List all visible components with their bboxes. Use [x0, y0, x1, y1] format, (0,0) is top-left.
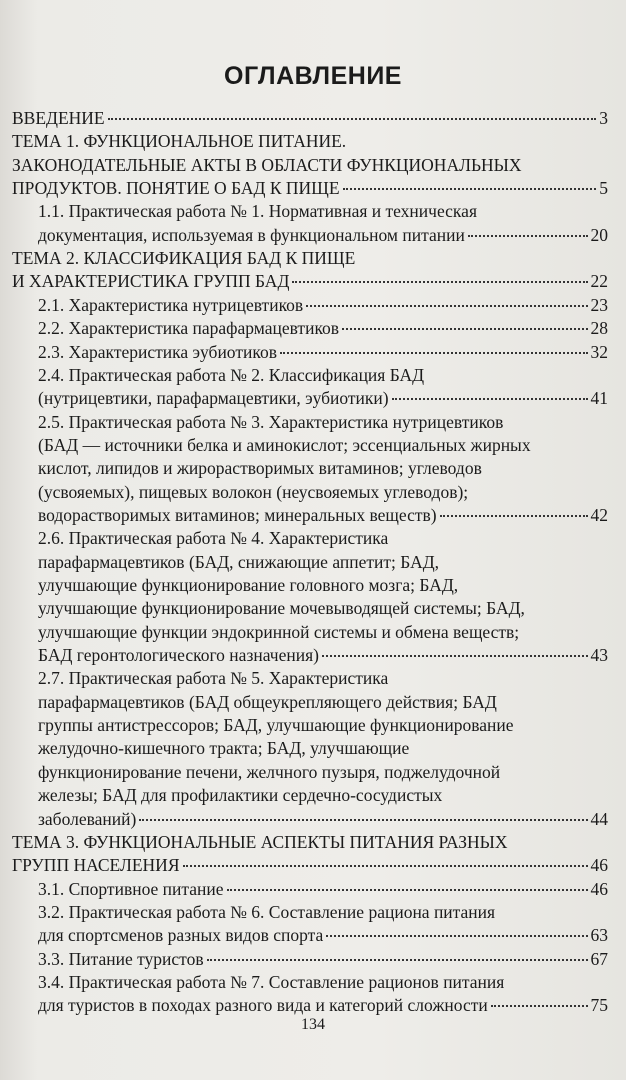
toc-leader-dots — [139, 819, 587, 821]
toc-page-number: 75 — [590, 995, 608, 1016]
toc-entry-text: 3.3. Питание туристов — [38, 948, 204, 969]
toc-entry-line — [38, 364, 608, 386]
toc-entry-text: ТЕМА 3. ФУНКЦИОНАЛЬНЫЕ АСПЕКТЫ ПИТАНИЯ РАЗНЫХ — [12, 831, 508, 852]
toc-page-number: 20 — [590, 224, 608, 245]
toc-entry-line — [12, 154, 608, 176]
toc-leader-dots — [227, 889, 588, 891]
toc-entry-text: кислот, липидов и жирорастворимых витаминов; углеводов — [38, 458, 482, 479]
toc-entry — [12, 107, 608, 129]
toc-entry-text: для спортсменов разных видов спорта — [38, 925, 324, 946]
toc-entry-line — [12, 831, 608, 853]
toc-entry-text: заболеваний) — [38, 808, 137, 829]
toc-page-number: 42 — [590, 504, 608, 525]
toc-entry-text: 2.4. Практическая работа № 2. Классификация БАД — [38, 364, 425, 385]
toc-entry-line — [38, 434, 608, 456]
toc-leader-dots — [342, 328, 587, 330]
toc-entry-line — [38, 761, 608, 783]
toc-leader-dots — [108, 118, 597, 120]
toc-entry — [38, 224, 608, 246]
toc-page-number: 5 — [599, 178, 608, 199]
toc-page-number: 46 — [590, 878, 608, 899]
toc-page-number: 23 — [590, 294, 608, 315]
toc-entry-line — [38, 621, 608, 643]
toc-entry-text: улучшающие функционирование мочевыводящей системы; БАД, — [38, 598, 525, 619]
toc-entry-text: 2.2. Характеристика парафармацевтиков — [38, 318, 340, 339]
toc-page-number: 63 — [590, 925, 608, 946]
toc-entry — [38, 317, 608, 339]
toc-entry-line — [38, 714, 608, 736]
toc-page-number: 22 — [590, 271, 608, 292]
toc-entry-text: ТЕМА 2. КЛАССИФИКАЦИЯ БАД К ПИЩЕ — [12, 248, 356, 269]
toc-leader-dots — [280, 352, 588, 354]
toc-leader-dots — [292, 281, 587, 283]
toc-entry-text: (БАД — источники белка и аминокислот; эссенциальных жирных — [38, 434, 531, 455]
toc-entry — [38, 294, 608, 316]
toc-entry-line — [38, 667, 608, 689]
toc-entry-text: ПРОДУКТОВ. ПОНЯТИЕ О БАД К ПИЩЕ — [12, 178, 340, 199]
toc-page-number: 67 — [590, 948, 608, 969]
toc-entry-line — [38, 737, 608, 759]
toc-entry-text: ГРУПП НАСЕЛЕНИЯ — [12, 855, 180, 876]
toc-entry-line — [38, 971, 608, 993]
toc-entry — [38, 994, 608, 1016]
toc-entry — [38, 341, 608, 363]
toc-entry — [38, 387, 608, 409]
toc-entry — [38, 644, 608, 666]
toc-leader-dots — [306, 305, 587, 307]
toc-page-number: 46 — [590, 855, 608, 876]
page-title: ОГЛАВЛЕНИЕ — [224, 62, 402, 90]
toc-leader-dots — [440, 515, 588, 517]
toc-entry-text: документация, используемая в функциональном питании — [38, 224, 465, 245]
toc-entry — [38, 948, 608, 970]
toc-entry-text: парафармацевтиков (БАД общеукрепляющего действия; БАД — [38, 691, 497, 712]
toc-entry-text: 1.1. Практическая работа № 1. Нормативная и техническая — [38, 201, 477, 222]
toc-entry-text: парафармацевтиков (БАД, снижающие аппетит; БАД, — [38, 551, 440, 572]
toc-entry-line — [38, 457, 608, 479]
toc-leader-dots — [343, 188, 597, 190]
toc-entry-text: водорастворимых витаминов; минеральных веществ) — [38, 504, 437, 525]
toc-entry — [38, 924, 608, 946]
toc-entry-text: 2.5. Практическая работа № 3. Характеристика нутрицевтиков — [38, 411, 504, 432]
toc-entry — [38, 808, 608, 830]
toc-entry-text: (нутрицевтики, парафармацевтики, эубиотики) — [38, 388, 389, 409]
toc-leader-dots — [392, 398, 588, 400]
toc-entry-line — [38, 691, 608, 713]
toc-entry-text: ТЕМА 1. ФУНКЦИОНАЛЬНОЕ ПИТАНИЕ. — [12, 131, 347, 152]
toc-entry-text: желудочно-кишечного тракта; БАД, улучшающие — [38, 738, 410, 759]
toc-entry — [12, 177, 608, 199]
toc-entry — [38, 504, 608, 526]
toc-entry-line — [12, 130, 608, 152]
toc-page-number: 3 — [599, 108, 608, 128]
toc-page-number: 32 — [590, 341, 608, 362]
toc-entry-line — [38, 597, 608, 619]
toc-entry-line — [38, 784, 608, 806]
toc-entry-text: железы; БАД для профилактики сердечно-сосудистых — [38, 785, 443, 806]
toc-entry-text: И ХАРАКТЕРИСТИКА ГРУПП БАД — [12, 271, 290, 292]
toc-entry-line — [38, 901, 608, 923]
toc-leader-dots — [326, 935, 587, 937]
toc-entry — [38, 878, 608, 900]
toc-entry — [12, 854, 608, 876]
toc-page-number: 43 — [590, 645, 608, 666]
toc-entry-text: ЗАКОНОДАТЕЛЬНЫЕ АКТЫ В ОБЛАСТИ ФУНКЦИОНАЛЬНЫХ — [12, 154, 522, 175]
toc-entry-line — [38, 481, 608, 503]
toc-entry-text: группы антистрессоров; БАД, улучшающие функционирование — [38, 715, 514, 736]
toc-page-number: 28 — [590, 318, 608, 339]
toc-leader-dots — [491, 1005, 588, 1007]
toc-entry-line — [38, 200, 608, 222]
toc-entry-text: 2.1. Характеристика нутрицевтиков — [38, 294, 304, 315]
page-number: 134 — [301, 1016, 325, 1033]
toc-page-number: 44 — [590, 808, 608, 829]
toc-entry-text: ВВЕДЕНИЕ — [12, 108, 105, 128]
toc-entry-text: 2.7. Практическая работа № 5. Характеристика — [38, 668, 389, 689]
toc-entry-line — [38, 551, 608, 573]
toc-entry-text: функционирование печени, желчного пузыря, поджелудочной — [38, 761, 501, 782]
toc-entry — [12, 270, 608, 292]
toc-entry-text: для туристов в походах разного вида и категорий сложности — [38, 995, 488, 1016]
toc-page-number: 41 — [590, 388, 608, 409]
toc-entry-line — [38, 527, 608, 549]
toc-entry-text: 3.4. Практическая работа № 7. Составление рационов питания — [38, 971, 505, 992]
toc-leader-dots — [468, 235, 588, 237]
toc-entry-text: улучшающие функционирование головного мозга; БАД, — [38, 575, 459, 595]
toc-leader-dots — [207, 959, 588, 961]
toc-entry-text: БАД геронтологического назначения) — [38, 645, 319, 666]
toc-entry-line — [38, 411, 608, 433]
toc-entry-text: 3.2. Практическая работа № 6. Составление рациона питания — [38, 901, 496, 922]
toc-entry-line — [38, 574, 608, 596]
toc-leader-dots — [183, 865, 588, 867]
toc-entry-text: улучшающие функции эндокринной системы и обмена веществ; — [38, 621, 520, 642]
toc-entry-text: 2.6. Практическая работа № 4. Характеристика — [38, 528, 389, 549]
toc-entry-text: 2.3. Характеристика эубиотиков — [38, 341, 277, 362]
toc-entry-line — [12, 247, 608, 269]
toc-entry-text: (усвояемых), пищевых волокон (неусвояемых углеводов); — [38, 481, 469, 502]
toc-leader-dots — [322, 655, 588, 657]
toc-entry-text: 3.1. Спортивное питание — [38, 878, 224, 899]
